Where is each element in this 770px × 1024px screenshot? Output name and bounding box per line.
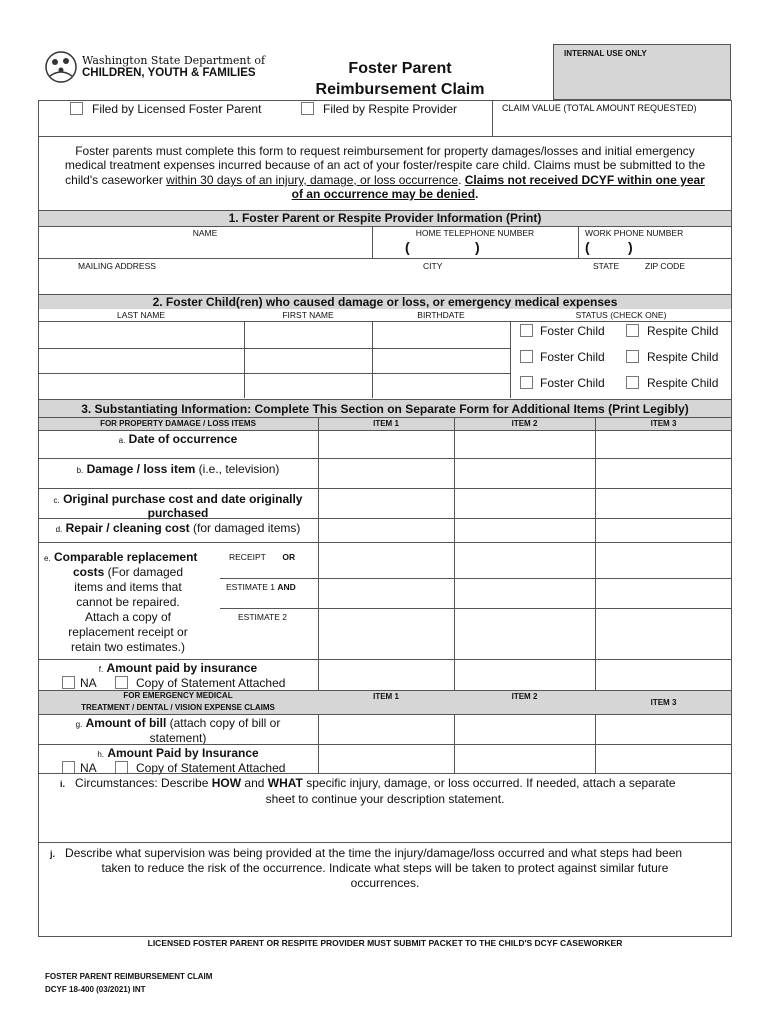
foster-child-checkbox[interactable] [520,324,533,337]
form-title-line1: Foster Parent [348,60,452,77]
respite-child-checkbox[interactable] [626,350,639,363]
footer-form-number: DCYF 18-400 (03/2021) INT [45,985,146,994]
child-row: Foster Child Respite Child [38,321,732,347]
med-item2-header: ITEM 2 [511,692,538,701]
city-input[interactable] [422,272,590,292]
repair-cost-label: Repair / cleaning cost [65,521,190,535]
circumstances-textarea[interactable] [40,808,730,840]
home-phone-input[interactable] [374,240,576,258]
medical-header-line2: TREATMENT / DENTAL / VISION EXPENSE CLAIMS [81,703,275,712]
birthdate-label: BIRTHDATE [417,310,465,320]
original-cost-label: Original purchase cost and date originally [63,492,303,506]
estimate1-label: ESTIMATE 1 AND [226,582,296,592]
copy-attached-checkbox[interactable] [115,676,128,689]
mailing-label: MAILING ADDRESS [78,261,156,271]
med-item1-header: ITEM 1 [373,692,399,701]
zip-label: ZIP CODE [645,261,685,271]
foster-child-checkbox[interactable] [520,350,533,363]
intro-line2: medical treatment expenses incurred because of an act of your foster/respite care child. Claims must be submitted to the [64,158,706,172]
footer-notice: LICENSED FOSTER PARENT OR RESPITE PROVIDER MUST SUBMIT PACKET TO THE CHILD'S DCYF CASEWORKER [147,938,623,948]
licensed-parent-label: Filed by Licensed Foster Parent [92,102,262,116]
name-input[interactable] [40,240,370,258]
child-row: Foster Child Respite Child [38,373,732,399]
item1-header: ITEM 1 [373,419,399,428]
zip-input[interactable] [644,272,730,292]
section2-title: 2. Foster Child(ren) who caused damage or loss, or emergency medical expenses [152,295,618,309]
work-phone-input[interactable] [580,240,730,258]
home-phone-label: HOME TELEPHONE NUMBER [415,228,535,238]
intro-line1: Foster parents must complete this form to request reimbursement for property damages/losses and initial emergency [75,144,695,158]
med-item3-header: ITEM 3 [650,698,677,707]
insurance-paid-medical-label: Amount Paid by Insurance [107,746,259,760]
respite-provider-checkbox[interactable] [301,102,314,115]
respite-provider-label: Filed by Respite Provider [323,102,458,116]
receipt-label: RECEIPT OR [229,552,296,562]
claim-value-input[interactable] [494,116,730,134]
date-occurrence-label: Date of occurrence [128,432,238,446]
supervision-line2: taken to reduce the risk of the occurrence. Indicate what steps will be taken to protect against similar future [101,861,669,875]
respite-child-checkbox[interactable] [626,324,639,337]
medical-header-line1: FOR EMERGENCY MEDICAL [123,691,233,700]
status-label: STATUS (CHECK ONE) [575,310,667,320]
form-title-line2: Reimbursement Claim [315,81,485,98]
supervision-line3: occurrences. [350,876,420,890]
item3-header: ITEM 3 [650,419,677,428]
supervision-line1: j. Describe what supervision was being provided at the time the injury/damage/loss occurred and what steps had been [50,846,683,860]
na-checkbox[interactable] [62,676,75,689]
amount-bill-label: Amount of bill [85,716,167,730]
work-phone-label: WORK PHONE NUMBER [585,228,684,238]
item2-header: ITEM 2 [511,419,538,428]
section3-title: 3. Substantiating Information: Complete This Section on Separate Form for Additional Items (Print Legibly) [81,402,689,416]
state-input[interactable] [592,272,642,292]
damage-item-label: Damage / loss item [86,462,196,476]
circumstances-line1: i. Circumstances: Describe HOW and WHAT specific injury, damage, or loss occurred. If needed, attach a separate [60,776,676,790]
insurance-paid-label: Amount paid by insurance [106,661,258,675]
intro-line4: of an occurrence may be denied. [291,187,479,201]
property-header: FOR PROPERTY DAMAGE / LOSS ITEMS [100,419,256,428]
comparable-cost-label: Comparable replacement [54,550,198,564]
state-label: STATE [593,261,620,271]
last-name-label: LAST NAME [116,310,166,320]
dcyf-logo-icon [44,50,78,84]
name-label: NAME [192,228,218,238]
internal-use-box [553,44,731,100]
child-row: Foster Child Respite Child [38,347,732,373]
respite-child-checkbox[interactable] [626,376,639,389]
footer-form-name: FOSTER PARENT REIMBURSEMENT CLAIM [45,972,213,981]
agency-name-line1: Washington State Department of [82,54,266,67]
first-name-label: FIRST NAME [282,310,334,320]
foster-child-checkbox[interactable] [520,376,533,389]
licensed-parent-checkbox[interactable] [70,102,83,115]
supervision-textarea[interactable] [40,892,730,934]
estimate2-label: ESTIMATE 2 [238,612,287,622]
circumstances-line2: sheet to continue your description statement. [265,792,505,806]
agency-name-line2: CHILDREN, YOUTH & FAMILIES [82,67,256,79]
intro-line3: child's caseworker within 30 days of an injury, damage, or loss occurrence. Claims not received DCYF within one year [65,173,705,187]
section1-title: 1. Foster Parent or Respite Provider Information (Print) [228,211,542,225]
claim-value-label: CLAIM VALUE (TOTAL AMOUNT REQUESTED) [502,103,697,113]
mailing-input[interactable] [40,272,420,292]
city-label: CITY [423,261,443,271]
internal-use-label: INTERNAL USE ONLY [564,49,647,58]
